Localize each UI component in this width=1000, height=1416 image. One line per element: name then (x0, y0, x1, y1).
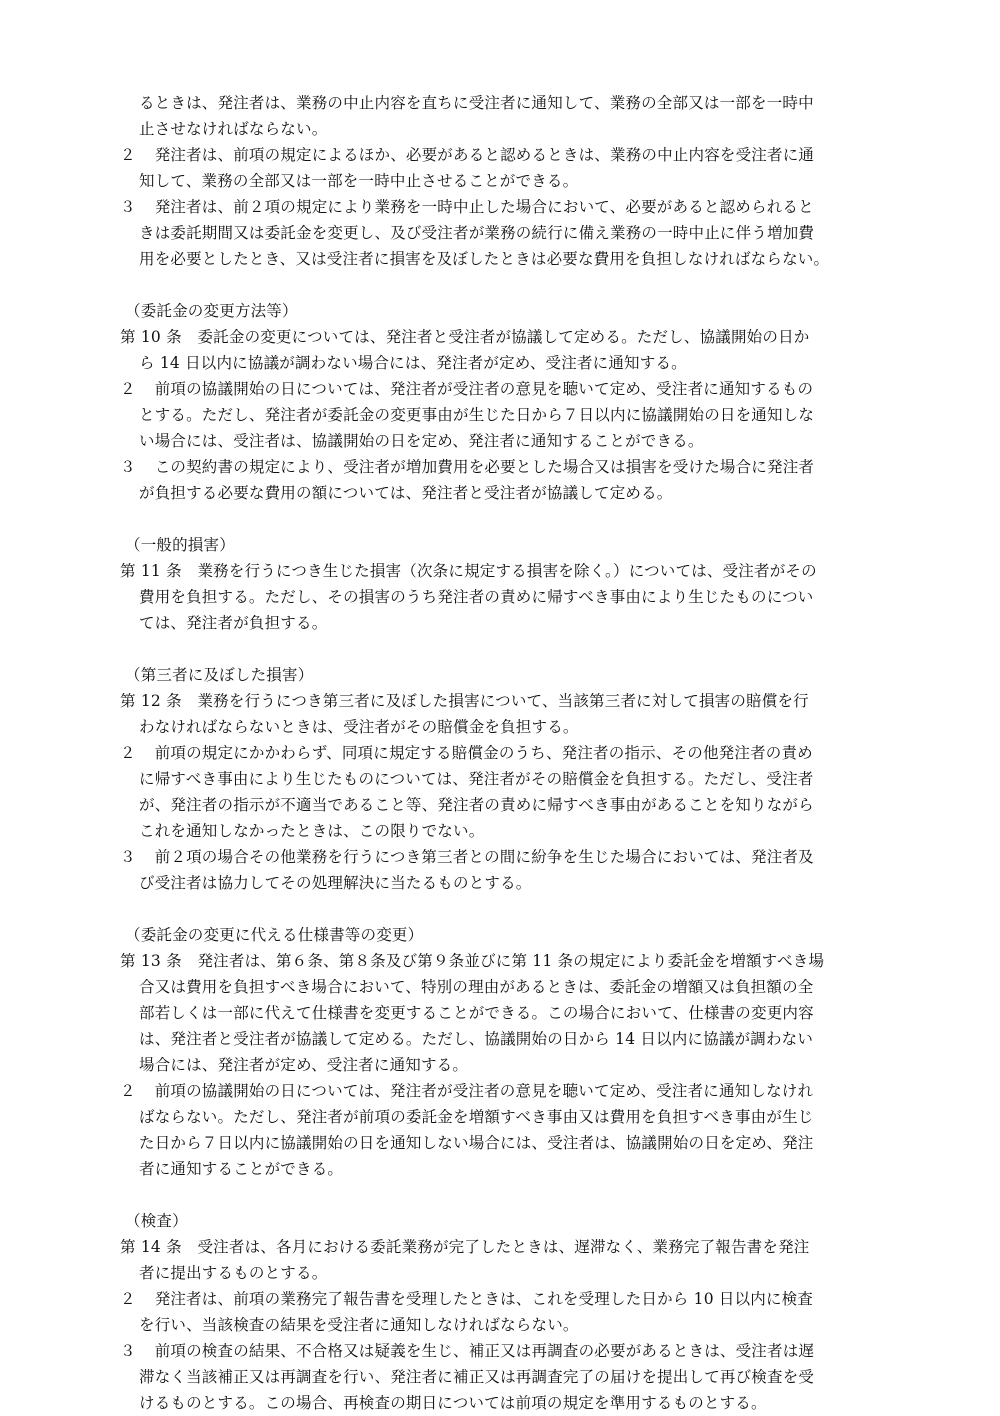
line-text: 第 12 条 業務を行うにつき第三者に及ぼした損害について、当該第三者に対して損害の賠償を行 (120, 692, 809, 710)
numbered-item-line (0, 194, 1000, 220)
line-text: た日から７日以内に協議開始の日を通知しない場合には、受注者は、協議開始の日を定め、発注 (139, 1134, 814, 1152)
continuation-line (0, 246, 1000, 272)
numbered-item-line (0, 1078, 1000, 1104)
continuation-line (0, 766, 1000, 792)
continuation-line (0, 584, 1000, 610)
article-heading (0, 298, 1000, 324)
document-page (0, 90, 1000, 1416)
line-text: 費用を負担する。ただし、その損害のうち発注者の責めに帰すべき事由により生じたものについ (139, 588, 814, 606)
line-text: 前項の協議開始の日については、発注者が受注者の意見を聴いて定め、受注者に通知するもの (139, 380, 814, 398)
line-text: （一般的損害） (125, 536, 235, 554)
article-first-line (0, 688, 1000, 714)
article-first-line (0, 324, 1000, 350)
numbered-item-line (0, 1286, 1000, 1312)
line-text: ては、発注者が負担する。 (139, 614, 328, 632)
continuation-line (0, 1052, 1000, 1078)
line-text: に帰すべき事由により生じたものについては、発注者がその賠償金を負担する。ただし、受注者 (139, 770, 814, 788)
paragraph-gap (0, 896, 1000, 922)
line-text: （委託金の変更に代える仕様書等の変更） (125, 926, 424, 944)
line-text: この契約書の規定により、受注者が増加費用を必要とした場合又は損害を受けた場合に発注者 (139, 458, 815, 476)
paragraph-gap (0, 272, 1000, 298)
continuation-line (0, 974, 1000, 1000)
continuation-line (0, 1390, 1000, 1416)
line-text: ばならない。ただし、発注者が前項の委託金を増額すべき事由又は費用を負担すべき事由が生じ (139, 1108, 814, 1126)
line-text: 第 11 条 業務を行うにつき生じた損害（次条に規定する損害を除く。）については、受注者がその (120, 562, 817, 580)
numbered-item-line (0, 376, 1000, 402)
continuation-line (0, 1260, 1000, 1286)
continuation-line (0, 1000, 1000, 1026)
continuation-line (0, 220, 1000, 246)
continuation-line (0, 1130, 1000, 1156)
line-text: 発注者は、前２項の規定により業務を一時中止した場合において、必要があると認められると (139, 198, 814, 216)
item-number: ３ (120, 848, 136, 866)
line-text: び受注者は協力してその処理解決に当たるものとする。 (139, 874, 532, 892)
line-text: い場合には、受注者は、協議開始の日を定め、発注者に通知することができる。 (139, 432, 704, 450)
line-text: 発注者は、前項の業務完了報告書を受理したときは、これを受理した日から 10 日以内に検査 (139, 1290, 814, 1308)
line-text: 知して、業務の全部又は一部を一時中止させることができる。 (139, 172, 579, 190)
numbered-item-line (0, 142, 1000, 168)
line-text: 前項の協議開始の日については、発注者が受注者の意見を聴いて定め、受注者に通知しなけれ (139, 1082, 814, 1100)
line-text: 用を必要としたとき、又は受注者に損害を及ぼしたときは必要な費用を負担しなければならない。 (139, 250, 830, 268)
continuation-line (0, 1156, 1000, 1182)
item-number: ２ (120, 380, 136, 398)
line-text: （第三者に及ぼした損害） (125, 666, 314, 684)
line-text: は、発注者と受注者が協議して定める。ただし、協議開始の日から 14 日以内に協議が調わない (139, 1030, 814, 1048)
line-text: 止させなければならない。 (139, 120, 328, 138)
line-text: 合又は費用を負担すべき場合において、特別の理由があるときは、委託金の増額又は負担額の全 (139, 978, 814, 996)
line-text: が負担する必要な費用の額については、発注者と受注者が協議して定める。 (139, 484, 673, 502)
line-text: るときは、発注者は、業務の中止内容を直ちに受注者に通知して、業務の全部又は一部を一時中 (139, 94, 814, 112)
numbered-item-line (0, 740, 1000, 766)
line-text: 第 10 条 委託金の変更については、発注者と受注者が協議して定める。ただし、協議開始の日か (120, 328, 810, 346)
article-heading (0, 1208, 1000, 1234)
line-text: 第 13 条 発注者は、第６条、第８条及び第９条並びに第 11 条の規定により委託金を増額すべき場 (120, 952, 825, 970)
continuation-line (0, 1312, 1000, 1338)
continuation-line (0, 1026, 1000, 1052)
continuation-line (0, 116, 1000, 142)
item-number: ２ (120, 1290, 136, 1308)
item-number: ２ (120, 744, 136, 762)
line-text: 発注者は、前項の規定によるほか、必要があると認めるときは、業務の中止内容を受注者に通 (139, 146, 815, 164)
continuation-line (0, 1364, 1000, 1390)
line-text: けるものとする。この場合、再検査の期日については前項の規定を準用するものとする。 (139, 1394, 767, 1412)
article-heading (0, 532, 1000, 558)
line-text: （委託金の変更方法等） (125, 302, 298, 320)
article-first-line (0, 948, 1000, 974)
line-text: 部若しくは一部に代えて仕様書を変更することができる。この場合において、仕様書の変更内容 (139, 1004, 814, 1022)
line-text: とする。ただし、発注者が委託金の変更事由が生じた日から７日以内に協議開始の日を通知しな (139, 406, 815, 424)
line-text: が、発注者の指示が不適当であること等、発注者の責めに帰すべき事由があることを知りながら (139, 796, 814, 814)
numbered-item-line (0, 454, 1000, 480)
continuation-line (0, 1104, 1000, 1130)
item-number: ３ (120, 458, 136, 476)
continuation-line (0, 402, 1000, 428)
line-text: ら 14 日以内に協議が調わない場合には、発注者が定め、受注者に通知する。 (139, 354, 687, 372)
article-heading (0, 662, 1000, 688)
article-first-line (0, 1234, 1000, 1260)
continuation-line (0, 870, 1000, 896)
line-text: 前２項の場合その他業務を行うにつき第三者との間に紛争を生じた場合においては、発注者及 (139, 848, 814, 866)
line-text: 場合には、発注者が定め、受注者に通知する。 (139, 1056, 469, 1074)
line-text: わなければならないときは、受注者がその賠償金を負担する。 (139, 718, 579, 736)
line-text: これを通知しなかったときは、この限りでない。 (139, 822, 485, 840)
paragraph-gap (0, 636, 1000, 662)
paragraph-gap (0, 506, 1000, 532)
continuation-line (0, 428, 1000, 454)
item-number: ３ (120, 198, 136, 216)
continuation-line (0, 792, 1000, 818)
continuation-line (0, 350, 1000, 376)
line-text: きは委託期間又は委託金を変更し、及び受注者が業務の続行に備え業務の一時中止に伴う増加費 (139, 224, 815, 242)
continuation-line (0, 90, 1000, 116)
item-number: ３ (120, 1342, 136, 1360)
article-first-line (0, 558, 1000, 584)
line-text: 滞なく当該補正又は再調査を行い、発注者に補正又は再調査完了の届けを提出して再び検査を受 (139, 1368, 815, 1386)
line-text: （検査） (125, 1212, 188, 1230)
numbered-item-line (0, 844, 1000, 870)
continuation-line (0, 480, 1000, 506)
numbered-item-line (0, 1338, 1000, 1364)
line-text: 第 14 条 受注者は、各月における委託業務が完了したときは、遅滞なく、業務完了報告書を発注 (120, 1238, 810, 1256)
continuation-line (0, 168, 1000, 194)
line-text: 前項の規定にかかわらず、同項に規定する賠償金のうち、発注者の指示、その他発注者の責め (139, 744, 813, 762)
item-number: ２ (120, 1082, 136, 1100)
continuation-line (0, 610, 1000, 636)
line-text: 者に提出するものとする。 (139, 1264, 328, 1282)
continuation-line (0, 714, 1000, 740)
article-heading (0, 922, 1000, 948)
line-text: を行い、当該検査の結果を受注者に通知しなければならない。 (139, 1316, 579, 1334)
continuation-line (0, 818, 1000, 844)
line-text: 者に通知することができる。 (139, 1160, 344, 1178)
paragraph-gap (0, 1182, 1000, 1208)
item-number: ２ (120, 146, 136, 164)
line-text: 前項の検査の結果、不合格又は疑義を生じ、補正又は再調査の必要があるときは、受注者は遅 (139, 1342, 815, 1360)
